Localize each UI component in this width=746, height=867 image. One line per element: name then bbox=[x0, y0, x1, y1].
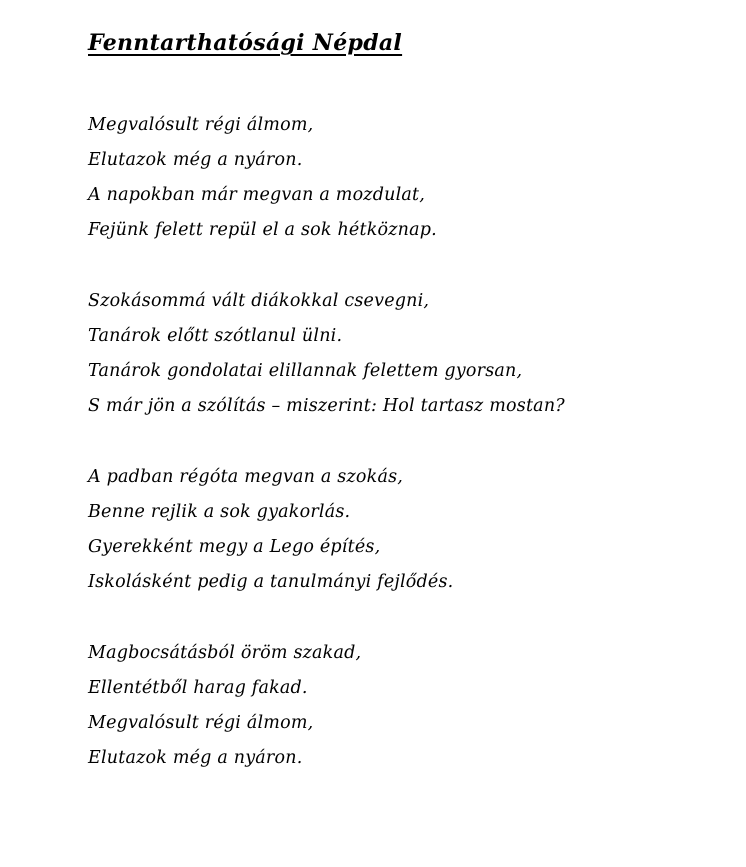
poem-line: Elutazok még a nyáron. bbox=[88, 748, 303, 768]
poem-line: Magbocsátásból öröm szakad, bbox=[88, 643, 362, 663]
poem-line: Iskolásként pedig a tanulmányi fejlődés. bbox=[88, 572, 454, 592]
poem-line: Megvalósult régi álmom, bbox=[88, 115, 314, 135]
stanza-3 bbox=[88, 460, 728, 600]
poem-line: Tanárok gondolatai elillannak felettem gyorsan, bbox=[88, 361, 523, 381]
poem-line: A napokban már megvan a mozdulat, bbox=[88, 185, 426, 205]
poem-body bbox=[88, 108, 728, 812]
stanza-1 bbox=[88, 108, 728, 248]
poem-line: Fejünk felett repül el a sok hétköznap. bbox=[88, 220, 437, 240]
poem-line: Tanárok előtt szótlanul ülni. bbox=[88, 326, 343, 346]
poem-line: Benne rejlik a sok gyakorlás. bbox=[88, 502, 351, 522]
poem-title: Fenntarthatósági Népdal bbox=[88, 30, 403, 56]
poem-line: Megvalósult régi álmom, bbox=[88, 713, 314, 733]
poem-line: A padban régóta megvan a szokás, bbox=[88, 467, 404, 487]
poem-line: Elutazok még a nyáron. bbox=[88, 150, 303, 170]
stanza-2 bbox=[88, 284, 728, 424]
poem-line: S már jön a szólítás – miszerint: Hol tartasz mostan? bbox=[88, 396, 565, 416]
poem-line: Ellentétből harag fakad. bbox=[88, 678, 308, 698]
stanza-4 bbox=[88, 636, 728, 776]
poem-line: Szokásommá vált diákokkal csevegni, bbox=[88, 291, 430, 311]
poem-line: Gyerekként megy a Lego építés, bbox=[88, 537, 381, 557]
